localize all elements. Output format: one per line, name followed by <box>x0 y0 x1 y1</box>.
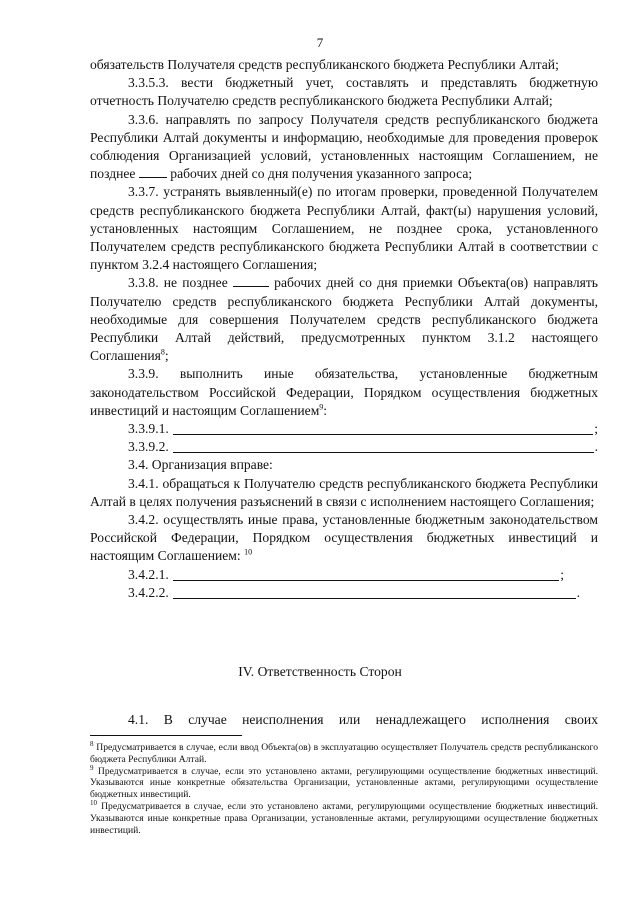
page-number: 7 <box>316 35 324 50</box>
paragraph-4-1: 4.1. В случае неисполнения или ненадлежащего исполнения своих <box>128 712 598 727</box>
footnote-10: $^{10}$ Предусматривается в случае, если это установлено актами, регулирующими осуществление бюджетных инвестиций. Указываются иные конкретные права Организации, установленные актами, регулирующими осуществление бюджетных инвестиций. <box>90 798 599 836</box>
document-body <box>90 56 598 602</box>
footnotes <box>90 739 599 836</box>
paragraph-3-4-2: 3.4.2. осуществлять иные права, установленные бюджетным законодательством Российской Федерации, Порядком осуществления бюджетных инвестиций и настоящим Соглашением: $^{10}$ <box>90 512 598 564</box>
fill-line-3-4-2-1: 3.4.2.1. ; <box>128 566 564 582</box>
blank-line <box>173 585 576 599</box>
blank-days-field <box>139 166 167 178</box>
paragraph-obligations-end: обязательств Получателя средств республиканского бюджета Республики Алтай; <box>90 57 559 72</box>
paragraph-3-3-9: 3.3.9. выполнить иные обязательства, установленные бюджетным законодательством Российской Федерации, Порядком осуществления бюджетных инвестиций и настоящим Соглашением$^9$: <box>90 366 598 418</box>
blank-line <box>173 439 594 453</box>
section-heading: IV. Ответственность Сторон <box>238 664 402 679</box>
footnote-9: $^9$ Предусматривается в случае, если это установлено актами, регулирующими осуществление бюджетных инвестиций. Указываются иные конкретные обязательства Организации, установленные актами, регулирующими осуществление бюджетных инвестиций. <box>90 763 598 801</box>
paragraph-3-3-5-3: 3.3.5.3. вести бюджетный учет, составлять и представлять бюджетную отчетность Получателю средств республиканского бюджета Республики Алтай; <box>90 75 598 109</box>
paragraph-3-4-1: 3.4.1. обращаться к Получателю средств республиканского бюджета Республики Алтай в целях получения разъяснений в связи с исполнением настоящего Соглашения; <box>90 475 598 509</box>
paragraph-3-3-7: 3.3.7. устранять выявленный(е) по итогам проверки, проведенной Получателем средств республиканского бюджета Республики Алтай, факт(ы) нарушения условий, установленных настоящим Соглашением, не позднее срока, установленного Получателем средств республиканского бюджета Республики Алтай в соответствии с пунктом 3.2.4 настоящего Соглашения; <box>90 184 598 273</box>
fill-line-3-3-9-2: 3.3.9.2. . <box>128 439 598 455</box>
footnote-8: $^8$ Предусматривается в случае, если ввод Объекта(ов) в эксплуатацию осуществляет Получатель средств республиканского бюджета Республики Алтай. <box>90 739 598 765</box>
fill-line-3-4-2-2: 3.4.2.2. . <box>128 584 580 600</box>
footnote-ref-8: 8 <box>160 347 165 357</box>
blank-line <box>173 421 593 435</box>
blank-line <box>173 567 559 581</box>
footnote-ref-9: 9 <box>319 402 324 412</box>
paragraph-3-4: 3.4. Организация вправе: <box>128 457 273 473</box>
footnote-ref-10: 10 <box>244 547 253 557</box>
fill-line-3-3-9-1: 3.3.9.1. ; <box>128 421 598 437</box>
footnote-separator <box>90 735 242 736</box>
paragraph-3-3-6: 3.3.6. направлять по запросу Получателя средств республиканского бюджета Республики Алтай документы и информацию, необходимые для проведения проверок соблюдения Организацией условий, установленных настоящим Соглашением, не позднее рабочих дней со дня получения указанного запроса; <box>90 111 598 182</box>
blank-days-field <box>233 275 269 287</box>
paragraph-3-3-8: 3.3.8. не позднее рабочих дней со дня приемки Объекта(ов) направлять Получателю средств республиканского бюджета Республики Алтай документы, необходимые для совершения Получателем средств республиканского бюджета Республики Алтай действий, предусмотренных пунктом 3.1.2 настоящего Соглашения$^8$; <box>90 275 598 364</box>
